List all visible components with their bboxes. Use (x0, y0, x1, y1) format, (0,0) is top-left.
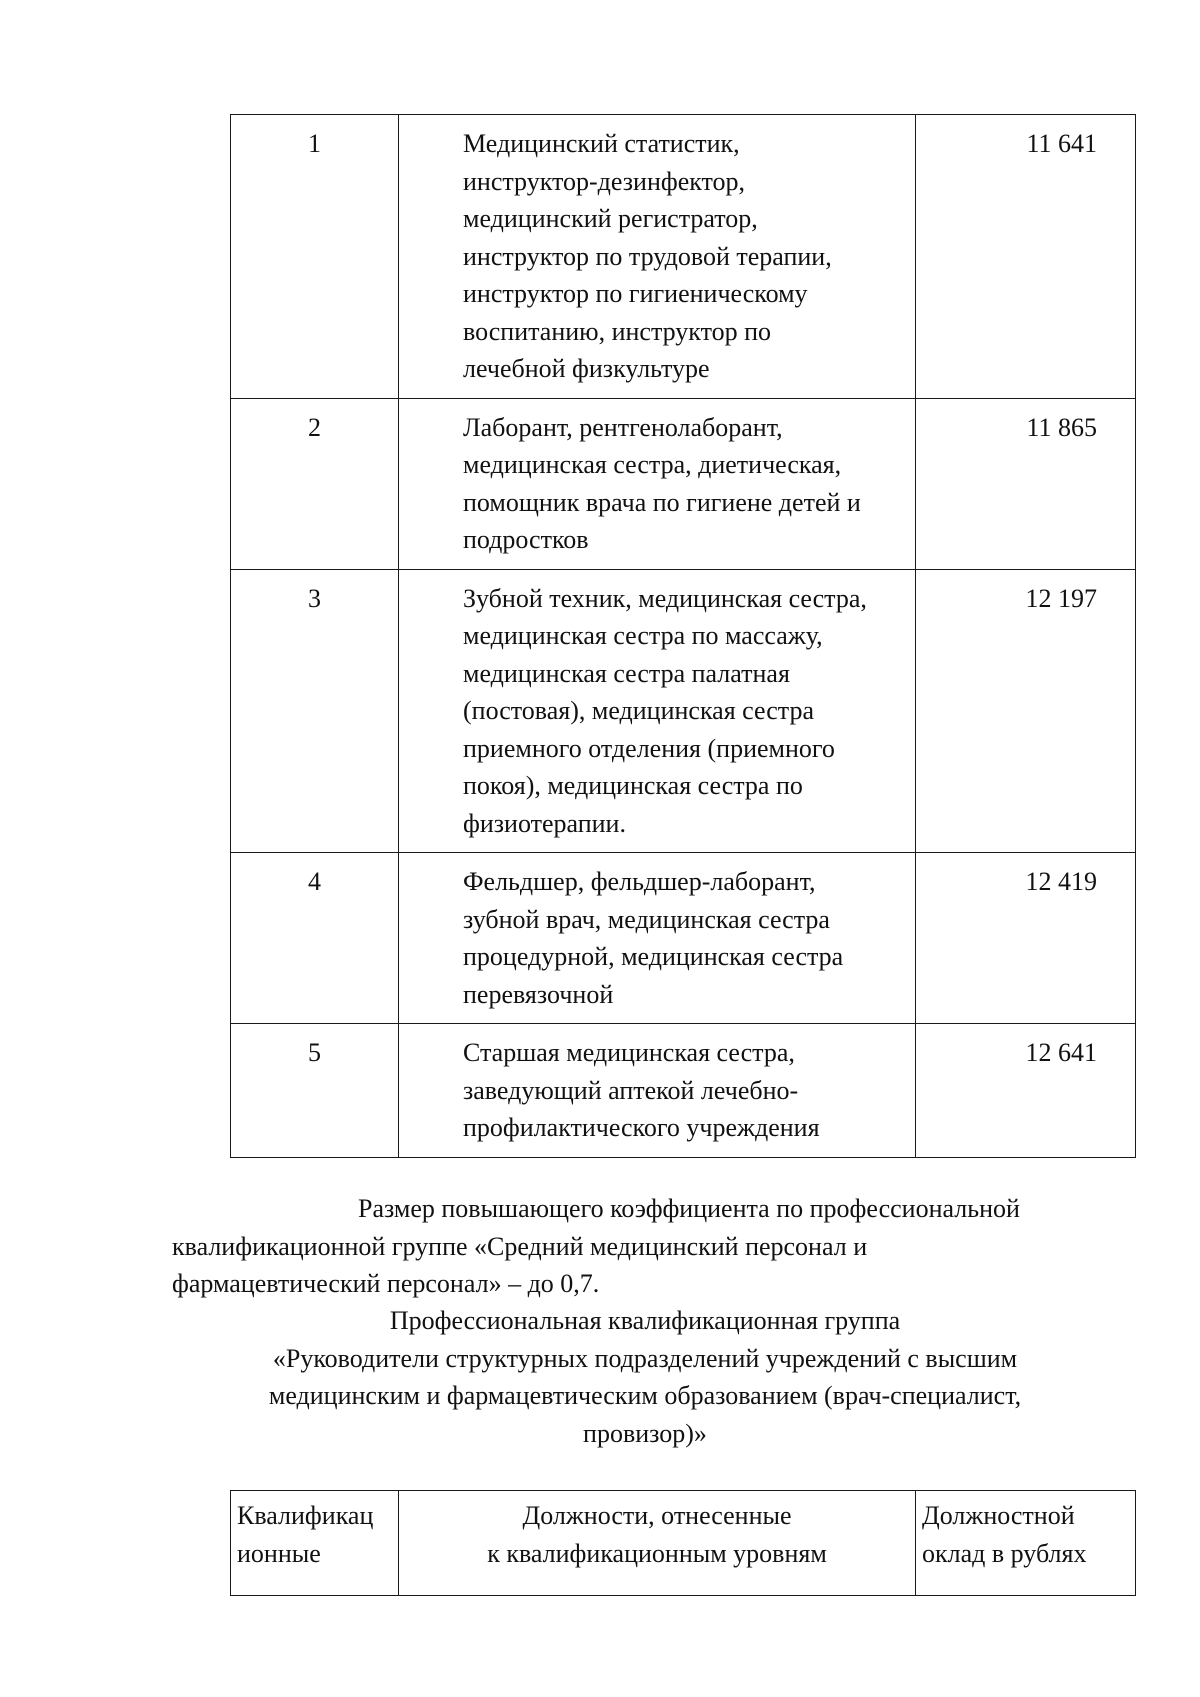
position-line: помощник врача по гигиене детей и (463, 487, 861, 517)
heading-line: провизор)» (583, 1418, 707, 1448)
paragraph-line: квалификационной группе «Средний медицинский персонал и (172, 1231, 868, 1261)
position-line: профилактического учреждения (463, 1113, 820, 1142)
header-text: Квалификац (237, 1501, 374, 1530)
qualification-group-heading (190, 1302, 1100, 1452)
position-line: Зубной техник, медицинская сестра, (463, 583, 867, 613)
level-number-cell: 2 (231, 398, 399, 569)
header-cell-salary (916, 1491, 1136, 1596)
salary-cell: 12 197 (916, 569, 1136, 853)
salary-cell: 11 641 (916, 115, 1136, 399)
heading-line: медицинским и фармацевтическим образованием (врач-специалист, (268, 1381, 1022, 1410)
header-cell-positions (399, 1491, 916, 1596)
heading-line: «Руководители структурных подразделений учреждений с высшим (272, 1343, 1018, 1373)
heading-line: Профессиональная квалификационная группа (389, 1306, 901, 1335)
position-line: покоя), медицинская сестра по (463, 771, 803, 800)
header-text: Должности, отнесенные (522, 1501, 792, 1530)
position-line: Медицинский статистик, (463, 129, 740, 158)
positions-cell (399, 115, 916, 399)
paragraph-line: фармацевтический персонал» – до 0,7. (172, 1269, 600, 1298)
table-row (231, 115, 1136, 399)
position-line: Фельдшер, фельдшер-лаборант, (463, 867, 816, 896)
positions-cell (399, 398, 916, 569)
level-number-cell: 1 (231, 115, 399, 399)
positions-cell (399, 853, 916, 1024)
managers-table-header (230, 1490, 1136, 1596)
position-line: заведующий аптекой лечебно- (463, 1075, 799, 1105)
position-line: инструктор по гигиеническому (463, 279, 808, 308)
level-number-cell: 4 (231, 853, 399, 1024)
header-text: оклад в рублях (922, 1538, 1087, 1568)
positions-cell (399, 1024, 916, 1158)
position-line: инструктор-дезинфектор, (463, 166, 746, 196)
table-row (231, 569, 1136, 853)
level-number-cell: 5 (231, 1024, 399, 1158)
coefficient-paragraph (172, 1190, 1124, 1303)
level-number-cell: 3 (231, 569, 399, 853)
position-line: (постовая), медицинская сестра (463, 696, 814, 725)
header-text: ионные (237, 1538, 321, 1568)
table-row (231, 398, 1136, 569)
position-line: приемного отделения (приемного (463, 733, 835, 763)
position-line: физиотерапии. (463, 808, 626, 838)
table-header-row (231, 1491, 1136, 1596)
qualification-levels-table (230, 114, 1136, 1158)
header-cell-qualification-levels (231, 1491, 399, 1596)
position-line: инструктор по трудовой терапии, (463, 241, 832, 271)
position-line: подростков (463, 525, 589, 554)
position-line: медицинская сестра по массажу, (463, 621, 823, 650)
position-line: перевязочной (463, 979, 614, 1009)
table-row (231, 1024, 1136, 1158)
header-text: Должностной (922, 1501, 1075, 1530)
positions-cell (399, 569, 916, 853)
header-text: к квалификационным уровням (487, 1538, 827, 1568)
position-line: воспитанию, инструктор по (463, 316, 772, 346)
salary-cell: 12 419 (916, 853, 1136, 1024)
position-line: Лаборант, рентгенолаборант, (463, 412, 783, 442)
position-line: Старшая медицинская сестра, (463, 1038, 795, 1067)
position-line: медицинская сестра, диетическая, (463, 450, 842, 479)
salary-cell: 11 865 (916, 398, 1136, 569)
position-line: медицинский регистратор, (463, 204, 758, 233)
position-line: лечебной физкультуре (463, 354, 710, 383)
table-row (231, 853, 1136, 1024)
position-line: зубной врач, медицинская сестра (463, 904, 830, 934)
salary-cell: 12 641 (916, 1024, 1136, 1158)
position-line: медицинская сестра палатная (463, 658, 790, 688)
position-line: процедурной, медицинская сестра (463, 942, 844, 971)
paragraph-line: Размер повышающего коэффициента по профессиональной (358, 1194, 1020, 1223)
